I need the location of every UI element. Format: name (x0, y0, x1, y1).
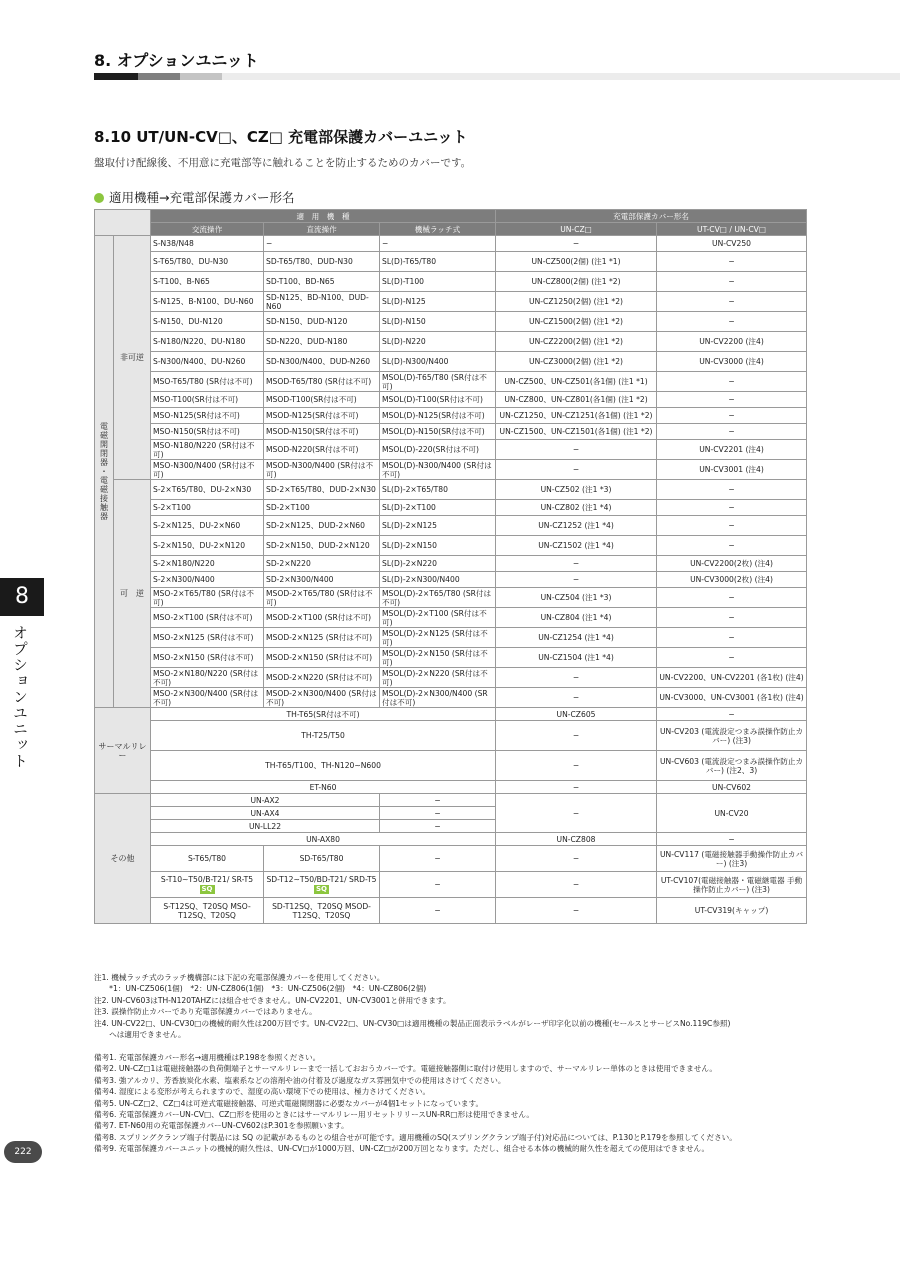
bar-segment-dark (94, 73, 138, 80)
table-cell: UN-CZ504 (注1 *3) (496, 588, 657, 608)
sq-badge-icon: SQ (316, 885, 327, 893)
remark-item: 備考8. スプリングクランプ端子付製品には SQ の記載があるものとの組合せが可能です。適用機種のSQ(スプリングクランプ端子付)対応品については、P.130とP.179を参照してください。 (94, 1132, 737, 1142)
table-cell: S-N125、B-N100、DU-N60 (151, 292, 264, 312)
table-cell: UN-CZ1500(2個) (注1 *2) (496, 312, 657, 332)
table-cell: − (657, 480, 807, 500)
table-cell: SD-N220、DUD-N180 (264, 332, 380, 352)
table-cell: S-N38/N48 (151, 236, 264, 252)
table-row (95, 252, 807, 272)
table-cell: − (496, 236, 657, 252)
cell-text: S-T10~T50/B-T21/ SR-T5 (160, 875, 254, 884)
table-cell: MSO-2×N180/N220 (SR付は不可) (151, 668, 264, 688)
table-cell: UN-AX4 (151, 807, 380, 820)
table-cell: MSOL(D)-2×N300/N400 (SR付は不可) (380, 688, 496, 708)
table-row (95, 236, 807, 252)
table-cell: MSOL(D)-2×T100 (SR付は不可) (380, 608, 496, 628)
table-cell: − (496, 440, 657, 460)
chapter-tab: 8 (0, 578, 44, 616)
table-cell: SL(D)-2×N125 (380, 516, 496, 536)
table-cell: − (657, 833, 807, 846)
table-cell: − (496, 556, 657, 572)
table-cell: SL(D)-2×N300/N400 (380, 572, 496, 588)
table-cell: UN-CV3000、UN-CV3001 (各1枚) (注4) (657, 688, 807, 708)
table-cell: − (496, 721, 657, 751)
table-cell: MSO-N300/N400 (SR付は不可) (151, 460, 264, 480)
table-row (95, 688, 807, 708)
table-cell: SD-T12SQ、T20SQ MSOD-T12SQ、T20SQ (264, 898, 380, 924)
table-cell: − (496, 572, 657, 588)
group-label-nonrev: 非可逆 (114, 236, 151, 480)
table-cell: SD-T65/T80、DUD-N30 (264, 252, 380, 272)
table-cell: − (380, 236, 496, 252)
table-cell: SL(D)-N125 (380, 292, 496, 312)
table-cell: − (496, 688, 657, 708)
table-cell (264, 872, 380, 898)
table-cell: SL(D)-T100 (380, 272, 496, 292)
table-cell: UN-CV203 (電流設定つまみ誤操作防止カバー) (注3) (657, 721, 807, 751)
table-row (95, 833, 807, 846)
table-cell: MSO-N125(SR付は不可) (151, 408, 264, 424)
cell-text: SD-T12~T50/BD-T21/ SRD-T5 (266, 875, 377, 884)
table-cell: MSOD-2×N125 (SR付は不可) (264, 628, 380, 648)
table-cell: S-N150、DU-N120 (151, 312, 264, 332)
table-cell: SL(D)-N300/N400 (380, 352, 496, 372)
table-cell: UN-CZ800、UN-CZ801(各1個) (注1 *2) (496, 392, 657, 408)
th-ac: 交流操作 (151, 223, 264, 236)
table-cell: SD-T65/T80 (264, 846, 380, 872)
remarks-list (94, 1052, 814, 1155)
table-cell: SD-2×N150、DUD-2×N120 (264, 536, 380, 556)
remark-item: 備考9. 充電部保護カバーユニットの機械的耐久性は、UN-CV□が1000万回、UN-CZ□が200万回となります。ただし、組合せる本体の機械的耐久性を超えての使用はできません。 (94, 1144, 710, 1154)
table-cell: MSOL(D)-2×N220 (SR付は不可) (380, 668, 496, 688)
table-cell: UN-CV3000 (注4) (657, 352, 807, 372)
remark-item: 備考1. 充電部保護カバー形名→適用機種はP.198を参照ください。 (94, 1053, 321, 1062)
bar-segment-mid (138, 73, 180, 80)
table-cell: SD-T100、BD-N65 (264, 272, 380, 292)
table-cell: TH-T25/T50 (151, 721, 496, 751)
table-cell: UN-CZ1500、UN-CZ1501(各1個) (注1 *2) (496, 424, 657, 440)
table-cell: MSO-2×N300/N400 (SR付は不可) (151, 688, 264, 708)
intro-text: 盤取付け配線後、不用意に充電部等に触れることを防止するためのカバーです。 (94, 157, 472, 169)
table-cell: MSOD-2×N220 (SR付は不可) (264, 668, 380, 688)
table-cell: S-2×N150、DU-2×N120 (151, 536, 264, 556)
table-row (95, 516, 807, 536)
table-cell: MSOD-T100(SR付は不可) (264, 392, 380, 408)
table-cell: S-2×N180/N220 (151, 556, 264, 572)
table-cell: UN-AX80 (151, 833, 496, 846)
table-row (95, 352, 807, 372)
table-cell: − (496, 872, 657, 898)
table-cell: UN-CZ500、UN-CZ501(各1個) (注1 *1) (496, 372, 657, 392)
table-cell: UT-CV319(キャップ) (657, 898, 807, 924)
table-cell: MSOL(D)-220(SR付は不可) (380, 440, 496, 460)
table-row (95, 628, 807, 648)
table-cell: SL(D)-2×T100 (380, 500, 496, 516)
table-cell: UN-CV2200 (注4) (657, 332, 807, 352)
table-cell: MSOL(D)-2×N125 (SR付は不可) (380, 628, 496, 648)
note-item: *1：UN-CZ506(1個) *2：UN-CZ806(1個) *3：UN-CZ506(2個) *4：UN-CZ806(2個) (94, 984, 427, 994)
table-row (95, 424, 807, 440)
table-cell: SD-N125、BD-N100、DUD-N60 (264, 292, 380, 312)
table-cell: UN-CV2200、UN-CV2201 (各1枚) (注4) (657, 668, 807, 688)
table-row (95, 292, 807, 312)
table-cell: MSOL(D)-N150(SR付は不可) (380, 424, 496, 440)
table-heading-text: 適用機種→充電部保護カバー形名 (109, 190, 295, 205)
subsection-title: 8.10 UT/UN-CV□、CZ□ 充電部保護カバーユニット (94, 128, 468, 146)
table-cell: UN-CZ802 (注1 *4) (496, 500, 657, 516)
table-cell: − (380, 794, 496, 807)
notes-list (94, 972, 814, 1040)
table-cell: − (380, 820, 496, 833)
table-cell: SL(D)-2×N150 (380, 536, 496, 556)
green-bullet-icon (94, 193, 104, 203)
table-cell: SL(D)-N220 (380, 332, 496, 352)
table-cell: SD-2×T65/T80、DUD-2×N30 (264, 480, 380, 500)
table-row (95, 272, 807, 292)
table-cell: UN-CV2201 (注4) (657, 440, 807, 460)
other-group (95, 794, 807, 924)
table-cell: SL(D)-T65/T80 (380, 252, 496, 272)
table-cell: − (657, 372, 807, 392)
table-cell: MSOL(D)-2×N150 (SR付は不可) (380, 648, 496, 668)
section-header-title: 8. オプションユニット (94, 51, 259, 70)
chapter-side-label: オプションユニット (11, 625, 29, 769)
contactor-group (95, 236, 807, 708)
table-cell: UN-CZ502 (注1 *3) (496, 480, 657, 500)
table-row (95, 721, 807, 751)
table-row (95, 668, 807, 688)
table-cell: S-N180/N220、DU-N180 (151, 332, 264, 352)
note-item: 注1. 機械ラッチ式のラッチ機構部には下記の充電部保護カバーを使用してください。 (94, 973, 385, 982)
thermal-group (95, 708, 807, 794)
table-cell: MSO-T100(SR付は不可) (151, 392, 264, 408)
table-cell: UN-LL22 (151, 820, 380, 833)
table-cell: MSO-N150(SR付は不可) (151, 424, 264, 440)
table-cell: S-2×N125、DU-2×N60 (151, 516, 264, 536)
table-cell: SL(D)-2×T65/T80 (380, 480, 496, 500)
table-cell: MSOD-N125(SR付は不可) (264, 408, 380, 424)
table-cell: UN-CZ1250、UN-CZ1251(各1個) (注1 *2) (496, 408, 657, 424)
table-cell: UN-CV20 (657, 794, 807, 833)
table-row (95, 872, 807, 898)
bar-segment-light (180, 73, 222, 80)
table-cell: S-2×T100 (151, 500, 264, 516)
table-cell: UN-CZ2200(2個) (注1 *2) (496, 332, 657, 352)
table-cell: S-T65/T80 (151, 846, 264, 872)
table-cell: − (496, 751, 657, 781)
table-cell: − (496, 668, 657, 688)
table-heading (94, 188, 294, 206)
table-cell: S-N300/N400、DU-N260 (151, 352, 264, 372)
table-row (95, 751, 807, 781)
table-cell: − (657, 424, 807, 440)
table-cell: − (657, 708, 807, 721)
table-row (95, 608, 807, 628)
table-cell: UN-CZ3000(2個) (注1 *2) (496, 352, 657, 372)
table-corner (95, 210, 151, 236)
table-row (95, 648, 807, 668)
table-cell: SD-N150、DUD-N120 (264, 312, 380, 332)
table-row (95, 536, 807, 556)
table-cell: − (496, 846, 657, 872)
table-cell: MSOD-N300/N400 (SR付は不可) (264, 460, 380, 480)
remark-item: 備考4. 湿度による変形が考えられますので、湿度の高い環境下での使用は、極力さけてください。 (94, 1087, 431, 1097)
table-cell: UN-CV603 (電流設定つまみ誤操作防止カバー) (注2、3) (657, 751, 807, 781)
table-cell: MSO-2×N125 (SR付は不可) (151, 628, 264, 648)
table-cell: SD-2×N220 (264, 556, 380, 572)
table-cell: MSOD-2×T65/T80 (SR付は不可) (264, 588, 380, 608)
table-cell: MSOD-2×T100 (SR付は不可) (264, 608, 380, 628)
table-row (95, 588, 807, 608)
table-cell: UN-CZ1252 (注1 *4) (496, 516, 657, 536)
table-cell: − (657, 392, 807, 408)
table-cell: MSOD-T65/T80 (SR付は不可) (264, 372, 380, 392)
table-cell: UN-CZ800(2個) (注1 *2) (496, 272, 657, 292)
table-cell: − (380, 807, 496, 820)
group-label-thermal: サーマルリレー (95, 708, 151, 794)
table-cell: TH-T65/T100、TH-N120~N600 (151, 751, 496, 781)
note-item: 注3. 誤操作防止カバーであり充電部保護カバーではありません。 (94, 1007, 317, 1017)
table-cell: − (380, 898, 496, 924)
table-cell: UN-CZ500(2個) (注1 *1) (496, 252, 657, 272)
table-cell: MSOD-N150(SR付は不可) (264, 424, 380, 440)
table-row (95, 392, 807, 408)
th-uncz: UN-CZ□ (496, 223, 657, 236)
table-cell: UN-CV3001 (注4) (657, 460, 807, 480)
table-row (95, 480, 807, 500)
remark-item: 備考5. UN-CZ□2、CZ□4は可逆式電磁接触器、可逆式電磁開閉器に必要なカバーが4個1セットになっています。 (94, 1098, 484, 1108)
table-row (95, 572, 807, 588)
group-label-contactor: 電磁開閉器・電磁接触器 (95, 236, 114, 708)
table-row (95, 500, 807, 516)
table-row (95, 332, 807, 352)
table-cell: MSO-N180/N220 (SR付は不可) (151, 440, 264, 460)
table-row (95, 708, 807, 721)
table-cell: TH-T65(SR付は不可) (151, 708, 496, 721)
table-cell: − (657, 628, 807, 648)
table-cell: − (657, 588, 807, 608)
table-cell: − (657, 272, 807, 292)
group-label-rev: 可 逆 (114, 480, 151, 708)
th-latch: 機械ラッチ式 (380, 223, 496, 236)
table-cell: UN-CZ1250(2個) (注1 *2) (496, 292, 657, 312)
table-cell: S-T100、B-N65 (151, 272, 264, 292)
table-cell: S-2×N300/N400 (151, 572, 264, 588)
table-cell: UN-CZ804 (注1 *4) (496, 608, 657, 628)
table-cell: UN-CZ605 (496, 708, 657, 721)
table-cell: MSOD-N220(SR付は不可) (264, 440, 380, 460)
table-cell: MSOL(D)-N125(SR付は不可) (380, 408, 496, 424)
table-cell: UN-CZ1254 (注1 *4) (496, 628, 657, 648)
note-item: 注2. UN-CV603はTH-N120TAHZには組合せできません。UN-CV2201、UN-CV3001と併用できます。 (94, 995, 451, 1005)
remark-item: 備考7. ET-N60用の充電部保護カバーUN-CV602はP.301を参照願います。 (94, 1121, 349, 1131)
table-cell: − (496, 898, 657, 924)
table-cell: − (657, 608, 807, 628)
table-cell: − (496, 781, 657, 794)
table-cell: UN-CV3000(2枚) (注4) (657, 572, 807, 588)
table-cell: S-T12SQ、T20SQ MSO-T12SQ、T20SQ (151, 898, 264, 924)
table-cell: − (657, 408, 807, 424)
table-cell: − (496, 794, 657, 833)
table-cell: MSOD-2×N150 (SR付は不可) (264, 648, 380, 668)
group-label-other: その他 (95, 794, 151, 924)
table-row (95, 460, 807, 480)
bar-segment-pale (222, 73, 900, 80)
th-utcv: UT-CV□ / UN-CV□ (657, 223, 807, 236)
table-cell: − (496, 460, 657, 480)
cover-spec-table (94, 209, 807, 924)
table-cell: UN-CV117 (電磁接触器手動操作防止カバー) (注3) (657, 846, 807, 872)
page-number: 222 (4, 1141, 42, 1163)
table-row (95, 846, 807, 872)
table-cell: UN-CZ1504 (注1 *4) (496, 648, 657, 668)
table-cell: MSO-2×T65/T80 (SR付は不可) (151, 588, 264, 608)
table-cell: MSO-T65/T80 (SR付は不可) (151, 372, 264, 392)
table-cell: UN-CV2200(2枚) (注4) (657, 556, 807, 572)
remark-item: 備考2. UN-CZ□1は電磁接触器の負荷側端子とサーマルリレーまで一括しておおうカバーです。電磁接触器側に取付け使用しますので、サーマルリレー単体のときは使用できません。 (94, 1064, 717, 1074)
table-cell: SL(D)-2×N220 (380, 556, 496, 572)
table-cell: − (657, 516, 807, 536)
table-row (95, 781, 807, 794)
table-cell: SD-2×N125、DUD-2×N60 (264, 516, 380, 536)
table-cell: MSOL(D)-2×T65/T80 (SR付は不可) (380, 588, 496, 608)
remark-item: 備考6. 充電部保護カバーUN-CV□、CZ□形を使用のときにはサーマルリレー用リセットリリースUN-RR□形は使用できません。 (94, 1110, 535, 1120)
table-cell: − (657, 648, 807, 668)
table-cell: MSOD-2×N300/N400 (SR付は不可) (264, 688, 380, 708)
table-cell: − (380, 846, 496, 872)
table-cell: − (657, 252, 807, 272)
th-applicable: 適 用 機 種 (151, 210, 496, 223)
table-cell: SD-2×N300/N400 (264, 572, 380, 588)
table-cell: S-2×T65/T80、DU-2×N30 (151, 480, 264, 500)
table-cell: − (657, 500, 807, 516)
table-cell: MSOL(D)-T100(SR付は不可) (380, 392, 496, 408)
table-cell: UN-CV602 (657, 781, 807, 794)
table-row (95, 898, 807, 924)
table-row (95, 408, 807, 424)
note-item: 注4. UN-CV22□、UN-CV30□の機械的耐久性は200万回です。UN-CV22□、UN-CV30□は適用機種の製品正面表示ラベルがレーザ印字化以前の機種(セールスとサービスNo.119C参照) (94, 1018, 731, 1028)
table-row (95, 556, 807, 572)
table-cell: SD-2×T100 (264, 500, 380, 516)
table-cell: UN-AX2 (151, 794, 380, 807)
table-cell: − (657, 292, 807, 312)
table-cell: ET-N60 (151, 781, 496, 794)
table-cell: − (657, 312, 807, 332)
table-row (95, 794, 807, 807)
table-cell: MSOL(D)-T65/T80 (SR付は不可) (380, 372, 496, 392)
sq-badge-icon: SQ (201, 885, 213, 893)
title-underline-bar (94, 73, 900, 80)
table-cell: UN-CZ808 (496, 833, 657, 846)
th-dc: 直流操作 (264, 223, 380, 236)
table-cell: MSO-2×N150 (SR付は不可) (151, 648, 264, 668)
table-cell: SD-N300/N400、DUD-N260 (264, 352, 380, 372)
table-cell: UT-CV107(電磁接触器・電磁継電器 手動操作防止カバー) (注3) (657, 872, 807, 898)
remark-item: 備考3. 強アルカリ、芳香族炭化水素、塩素系などの溶剤や油の付着及び過度なガス雰囲気中での使用はさけてください。 (94, 1075, 506, 1085)
table-cell: − (264, 236, 380, 252)
table-cell: − (657, 536, 807, 556)
table-cell: UN-CZ1502 (注1 *4) (496, 536, 657, 556)
table-cell: MSOL(D)-N300/N400 (SR付は不可) (380, 460, 496, 480)
th-cover: 充電部保護カバー形名 (496, 210, 807, 223)
table-cell: S-T65/T80、DU-N30 (151, 252, 264, 272)
table-cell (151, 872, 264, 898)
table-cell: SL(D)-N150 (380, 312, 496, 332)
table-cell: MSO-2×T100 (SR付は不可) (151, 608, 264, 628)
table-cell: UN-CV250 (657, 236, 807, 252)
table-row (95, 440, 807, 460)
note-item: へは適用できません。 (94, 1030, 186, 1040)
table-row (95, 312, 807, 332)
table-cell: − (380, 872, 496, 898)
table-row (95, 372, 807, 392)
